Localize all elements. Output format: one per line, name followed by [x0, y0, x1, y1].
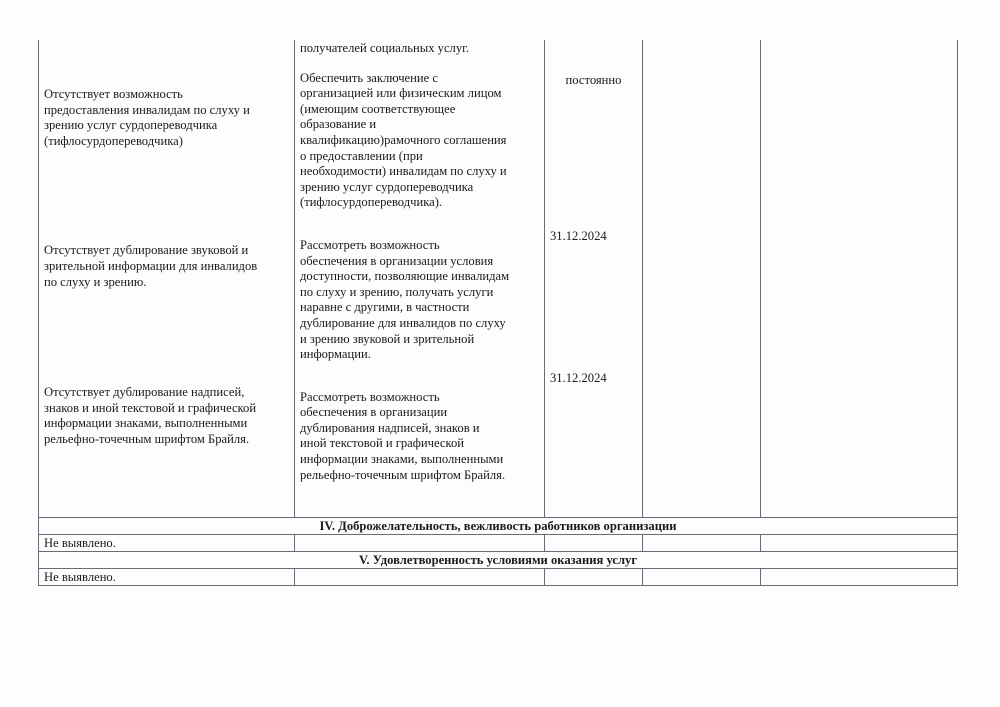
deficiency-cell: Не выявлено. [39, 569, 295, 586]
result-column [761, 40, 958, 518]
section-5-row [39, 569, 958, 586]
measure-cell: Рассмотреть возможность обеспечения в организации дублирования надписей, знаков и иной текстовой и графической информации знаками, выполненными рельефно-точечным шрифтом Брайля. [300, 389, 506, 482]
deadline-column [545, 40, 643, 518]
section-title: IV. Доброжелательность, вежливость работников организации [39, 518, 958, 535]
responsible-column [643, 40, 761, 518]
measure-cell: Обеспечить заключение с организацией или физическим лицом (имеющим соответствующее образование и квалификацию)рамочного соглашения о предоставлении (при необходимости) инвалидам по слуху и зрению услуг сурдопереводчика (тифлосурдопереводчика). [300, 70, 507, 210]
measure-continuation: получателей социальных услуг. [300, 41, 470, 55]
deficiency-cell: Не выявлено. [39, 535, 295, 552]
section-title: V. Удовлетворенность условиями оказания услуг [39, 552, 958, 569]
section-4-row [39, 535, 958, 552]
deadline-cell: 31.12.2024 [550, 371, 607, 386]
table-body-block [39, 40, 958, 518]
deficiency-column [39, 40, 295, 518]
section-5-header [39, 552, 958, 569]
deficiency-cell: Отсутствует дублирование надписей, знаков и иной текстовой и графической информации знаками, выполненными рельефно-точечным шрифтом Брайля. [44, 385, 257, 446]
section-4-header [39, 518, 958, 535]
measure-column [295, 40, 545, 518]
measures-table [38, 40, 958, 586]
measure-cell: Рассмотреть возможность обеспечения в организации условия доступности, позволяющие инвалидам по слуху и зрению, получать услуги наравне с другими, в частности дублирование для инвалидов по слуху и зрению звуковой и зрительной информации. [300, 237, 510, 362]
deficiency-cell: Отсутствует возможность предоставления инвалидам по слуху и зрению услуг сурдопереводчика (тифлосурдопереводчика) [44, 87, 250, 148]
deadline-cell: постоянно [565, 73, 622, 87]
deadline-cell: 31.12.2024 [550, 228, 607, 243]
deficiency-cell: Отсутствует дублирование звуковой и зрительной информации для инвалидов по слуху и зрению. [44, 243, 258, 289]
